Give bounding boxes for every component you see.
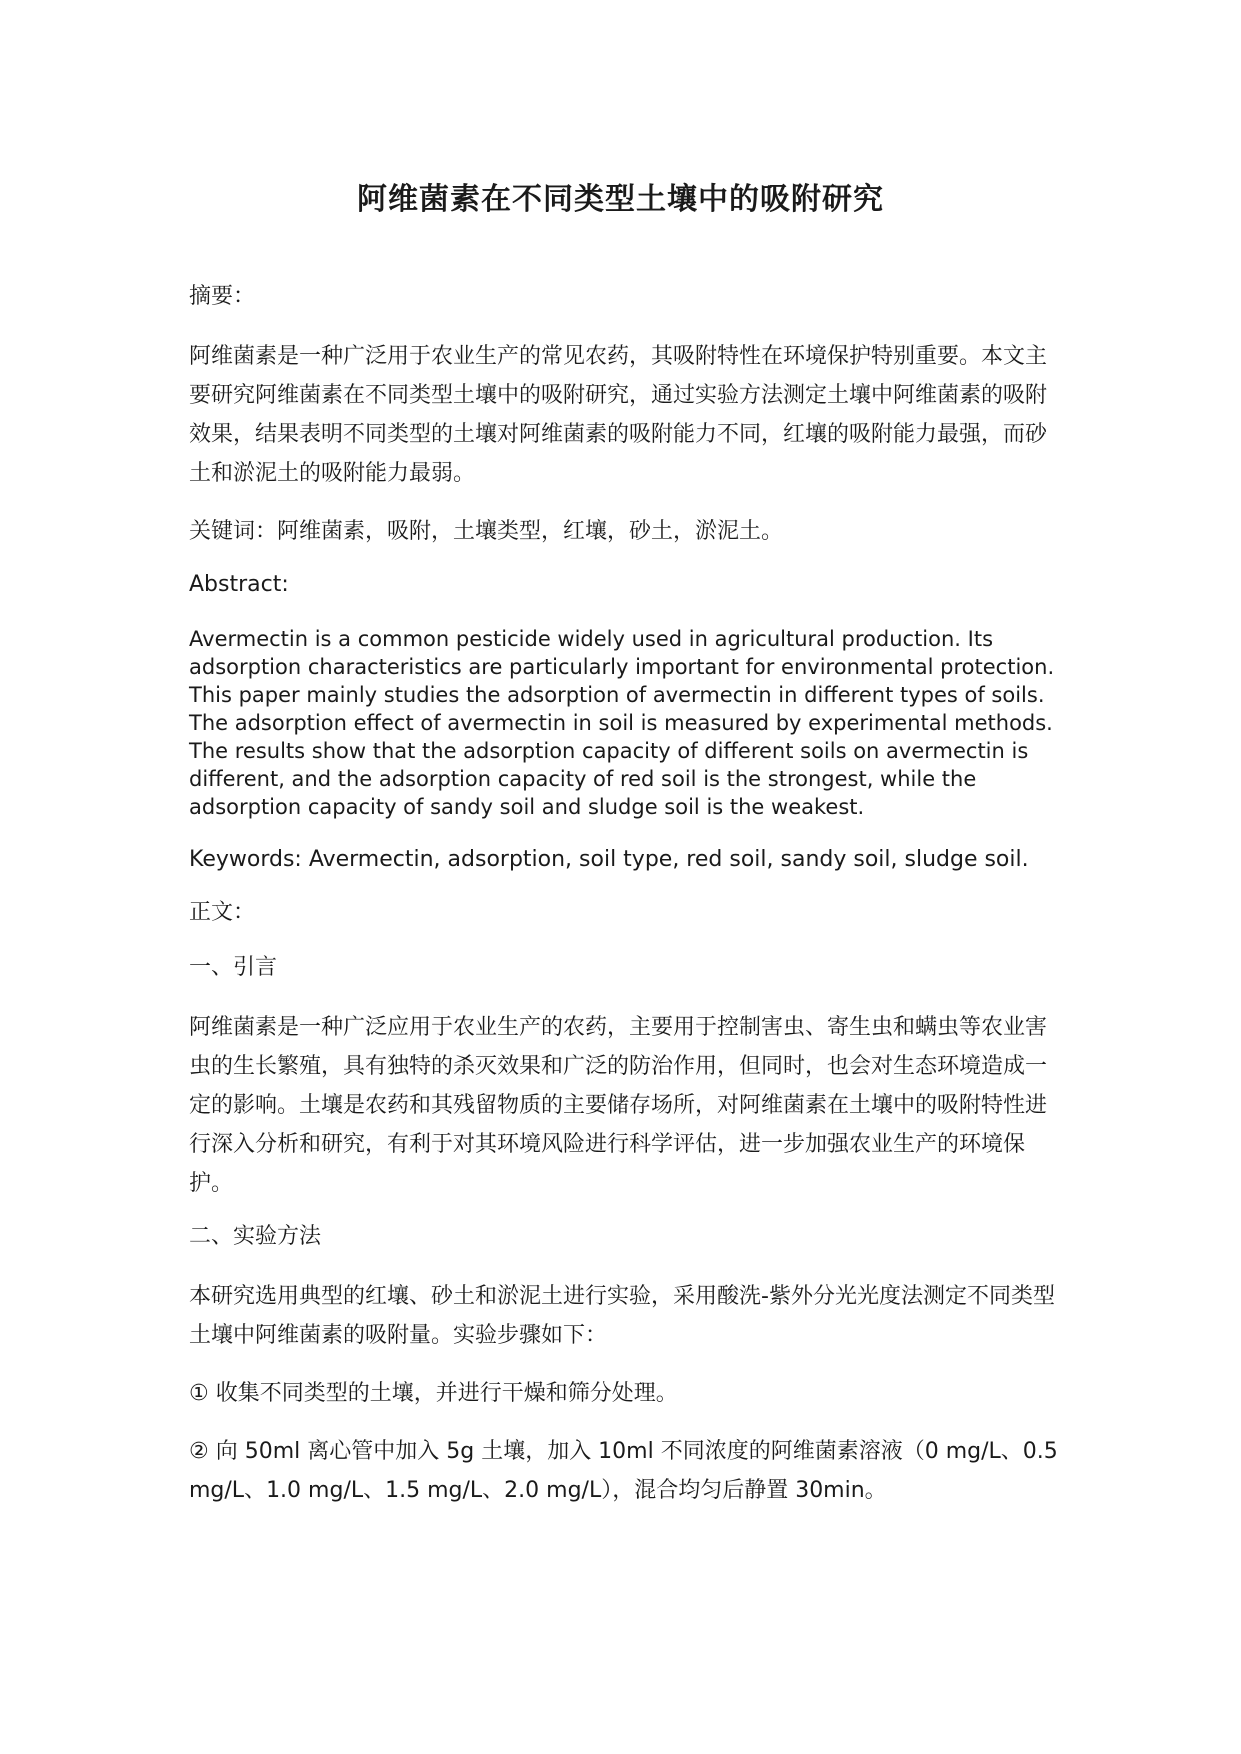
section-heading-methods: 二、实验方法 — [189, 1224, 322, 1249]
paper-body — [189, 282, 1064, 1529]
keywords-en: Keywords: Avermectin, adsorption, soil type, red soil, sandy soil, sludge soil. — [189, 847, 1029, 872]
keywords-zh: 关键词：阿维菌素，吸附，土壤类型，红壤，砂土，淤泥土。 — [189, 519, 784, 544]
section-body-methods: 本研究选用典型的红壤、砂土和淤泥土进行实验，采用酸洗-紫外分光光度法测定不同类型土壤中阿维菌素的吸附量。实验步骤如下： — [189, 1284, 1055, 1348]
method-step-2: ② 向 50ml 离心管中加入 5g 土壤，加入 10ml 不同浓度的阿维菌素溶液（0 mg/L、0.5 mg/L、1.0 mg/L、1.5 mg/L、2.0 mg/L），混合均匀后静置 30min。 — [189, 1439, 1058, 1503]
abstract-zh-label: 摘要： — [189, 284, 256, 309]
method-step-1: ① 收集不同类型的土壤，并进行干燥和筛分处理。 — [189, 1381, 678, 1406]
section-heading-introduction: 一、引言 — [189, 955, 278, 980]
main-text-label: 正文： — [189, 900, 256, 925]
abstract-en-label: Abstract: — [189, 572, 289, 597]
paper-title: 阿维菌素在不同类型土壤中的吸附研究 — [357, 182, 884, 217]
abstract-en-body: Avermectin is a common pesticide widely used in agricultural production. Its adsorption characteristics are particularly important for environmental protection. This paper mainly studies the adsorption of avermectin in different types of soils. The adsorption effect of avermectin in soil is measured by experimental methods. The results show that the adsorption capacity of different soils on avermectin is different, and the adsorption capacity of red soil is the strongest, while the adsorption capacity of sandy soil and sludge soil is the weakest. — [189, 627, 1055, 819]
section-body-introduction: 阿维菌素是一种广泛应用于农业生产的农药，主要用于控制害虫、寄生虫和螨虫等农业害虫的生长繁殖，具有独特的杀灭效果和广泛的防治作用，但同时，也会对生态环境造成一定的影响。土壤是农药和其残留物质的主要储存场所，对阿维菌素在土壤中的吸附特性进行深入分析和研究，有利于对其环境风险进行科学评估，进一步加强农业生产的环境保护。 — [189, 1015, 1048, 1196]
abstract-zh-body: 阿维菌素是一种广泛用于农业生产的常见农药，其吸附特性在环境保护特别重要。本文主要研究阿维菌素在不同类型土壤中的吸附研究，通过实验方法测定土壤中阿维菌素的吸附效果，结果表明不同类型的土壤对阿维菌素的吸附能力不同，红壤的吸附能力最强，而砂土和淤泥土的吸附能力最弱。 — [189, 344, 1048, 486]
